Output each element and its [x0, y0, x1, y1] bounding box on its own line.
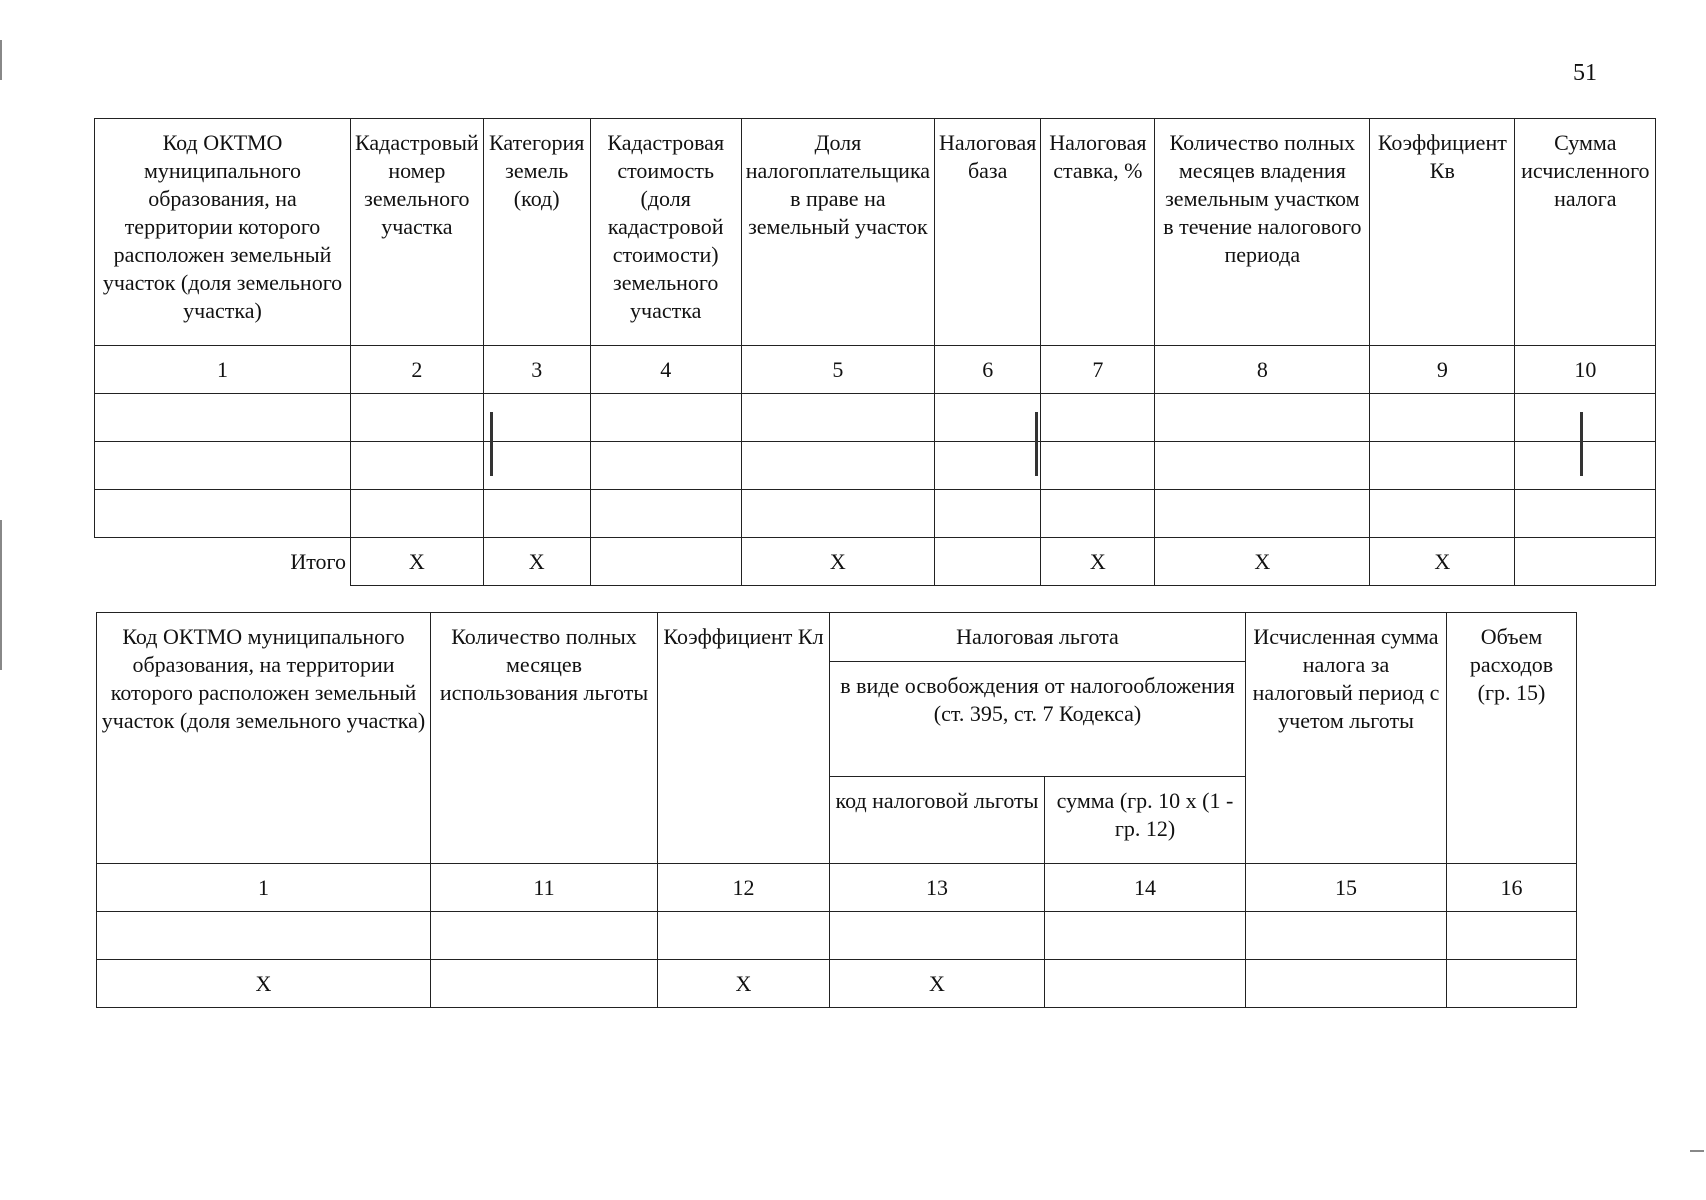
empty-cell — [1370, 490, 1515, 538]
total-cell — [590, 538, 741, 586]
header-benefit-code: код налоговой льготы — [830, 777, 1045, 864]
summary-cell — [431, 960, 658, 1008]
column-number: 15 — [1246, 864, 1447, 912]
column-number: 10 — [1515, 346, 1656, 394]
table-header-row — [95, 119, 1656, 346]
empty-cell — [658, 912, 830, 960]
empty-cell — [97, 912, 431, 960]
empty-cell — [351, 394, 484, 442]
column-number: 8 — [1155, 346, 1370, 394]
header-tax-base: Налоговая база — [935, 119, 1041, 346]
column-number: 16 — [1447, 864, 1577, 912]
column-number: 3 — [483, 346, 590, 394]
page-number: 51 — [1573, 60, 1597, 86]
header-cadastral-value: Кадастровая стоимость (доля кадастровой стоимости) земельного участка — [590, 119, 741, 346]
summary-cell — [1246, 960, 1447, 1008]
column-number: 7 — [1041, 346, 1155, 394]
empty-cell — [935, 442, 1041, 490]
header-months-owned: Количество полных месяцев владения земельным участком в течение налогового периода — [1155, 119, 1370, 346]
empty-cell — [95, 490, 351, 538]
total-label: Итого — [95, 538, 351, 586]
column-number: 9 — [1370, 346, 1515, 394]
empty-cell — [741, 394, 934, 442]
tax-benefit-table — [96, 612, 1577, 1008]
empty-cell — [483, 490, 590, 538]
column-number: 1 — [97, 864, 431, 912]
scan-edge-mark — [0, 40, 2, 80]
empty-cell — [1515, 394, 1656, 442]
column-number: 2 — [351, 346, 484, 394]
empty-cell — [741, 442, 934, 490]
column-number: 4 — [590, 346, 741, 394]
empty-cell — [1041, 394, 1155, 442]
empty-row — [95, 394, 1656, 442]
empty-cell — [1041, 442, 1155, 490]
empty-cell — [590, 394, 741, 442]
scan-edge-mark — [1690, 1150, 1704, 1152]
empty-cell — [1370, 394, 1515, 442]
empty-cell — [1155, 490, 1370, 538]
empty-cell — [351, 490, 484, 538]
empty-cell — [590, 490, 741, 538]
total-cell — [935, 538, 1041, 586]
column-number-row — [95, 346, 1656, 394]
empty-cell — [1370, 442, 1515, 490]
total-row — [95, 538, 1656, 586]
header-exemption: в виде освобождения от налогообложения (ст. 395, ст. 7 Кодекса) — [830, 662, 1246, 777]
tax-calculation-table — [94, 118, 1656, 586]
total-cell: X — [741, 538, 934, 586]
total-cell: X — [1370, 538, 1515, 586]
empty-cell — [95, 442, 351, 490]
header-benefit-sum: сумма (гр. 10 х (1 - гр. 12) — [1045, 777, 1246, 864]
column-number: 14 — [1045, 864, 1246, 912]
empty-cell — [935, 394, 1041, 442]
column-number: 11 — [431, 864, 658, 912]
header-oktmo: Код ОКТМО муниципального образования, на территории которого расположен земельный участок (доля земельного участка) — [97, 613, 431, 864]
summary-cell — [1447, 960, 1577, 1008]
total-cell: X — [483, 538, 590, 586]
total-cell: X — [351, 538, 484, 586]
scan-artifact-line — [1035, 412, 1038, 476]
empty-row — [97, 912, 1577, 960]
header-land-category: Категория земель (код) — [483, 119, 590, 346]
empty-cell — [483, 442, 590, 490]
header-benefit-months: Количество полных месяцев использования льготы — [431, 613, 658, 864]
empty-cell — [1246, 912, 1447, 960]
empty-cell — [1515, 490, 1656, 538]
summary-cell: X — [830, 960, 1045, 1008]
empty-cell — [830, 912, 1045, 960]
table-header-row — [97, 613, 1577, 662]
header-coefficient-kv: Коэффициент Кв — [1370, 119, 1515, 346]
column-number: 13 — [830, 864, 1045, 912]
column-number: 6 — [935, 346, 1041, 394]
header-cadastral-number: Кадастровый номер земельного участка — [351, 119, 484, 346]
summary-cell: X — [658, 960, 830, 1008]
header-tax-benefit: Налоговая льгота — [830, 613, 1246, 662]
total-cell — [1515, 538, 1656, 586]
empty-cell — [351, 442, 484, 490]
empty-cell — [1155, 442, 1370, 490]
empty-cell — [483, 394, 590, 442]
column-number: 1 — [95, 346, 351, 394]
column-number: 12 — [658, 864, 830, 912]
empty-cell — [431, 912, 658, 960]
column-number-row — [97, 864, 1577, 912]
empty-cell — [1447, 912, 1577, 960]
column-number: 5 — [741, 346, 934, 394]
header-tax-rate: Налоговая ставка, % — [1041, 119, 1155, 346]
summary-cell — [1045, 960, 1246, 1008]
empty-row — [95, 442, 1656, 490]
summary-cell: X — [97, 960, 431, 1008]
header-oktmo: Код ОКТМО муниципального образования, на территории которого расположен земельный участок (доля земельного участка) — [95, 119, 351, 346]
header-tax-amount: Сумма исчисленного налога — [1515, 119, 1656, 346]
header-calculated-amount: Исчисленная сумма налога за налоговый период с учетом льготы — [1246, 613, 1447, 864]
summary-row — [97, 960, 1577, 1008]
empty-cell — [1155, 394, 1370, 442]
total-cell: X — [1041, 538, 1155, 586]
empty-cell — [741, 490, 934, 538]
scan-artifact-line — [1580, 412, 1583, 476]
empty-row — [95, 490, 1656, 538]
empty-cell — [1515, 442, 1656, 490]
header-expenses: Объем расходов (гр. 15) — [1447, 613, 1577, 864]
scan-edge-mark — [0, 520, 2, 670]
empty-cell — [1041, 490, 1155, 538]
header-taxpayer-share: Доля налогоплательщика в праве на земельный участок — [741, 119, 934, 346]
total-cell: X — [1155, 538, 1370, 586]
empty-cell — [935, 490, 1041, 538]
empty-cell — [95, 394, 351, 442]
empty-cell — [590, 442, 741, 490]
header-coefficient-kl: Коэффициент Кл — [658, 613, 830, 864]
scan-artifact-line — [490, 412, 493, 476]
empty-cell — [1045, 912, 1246, 960]
